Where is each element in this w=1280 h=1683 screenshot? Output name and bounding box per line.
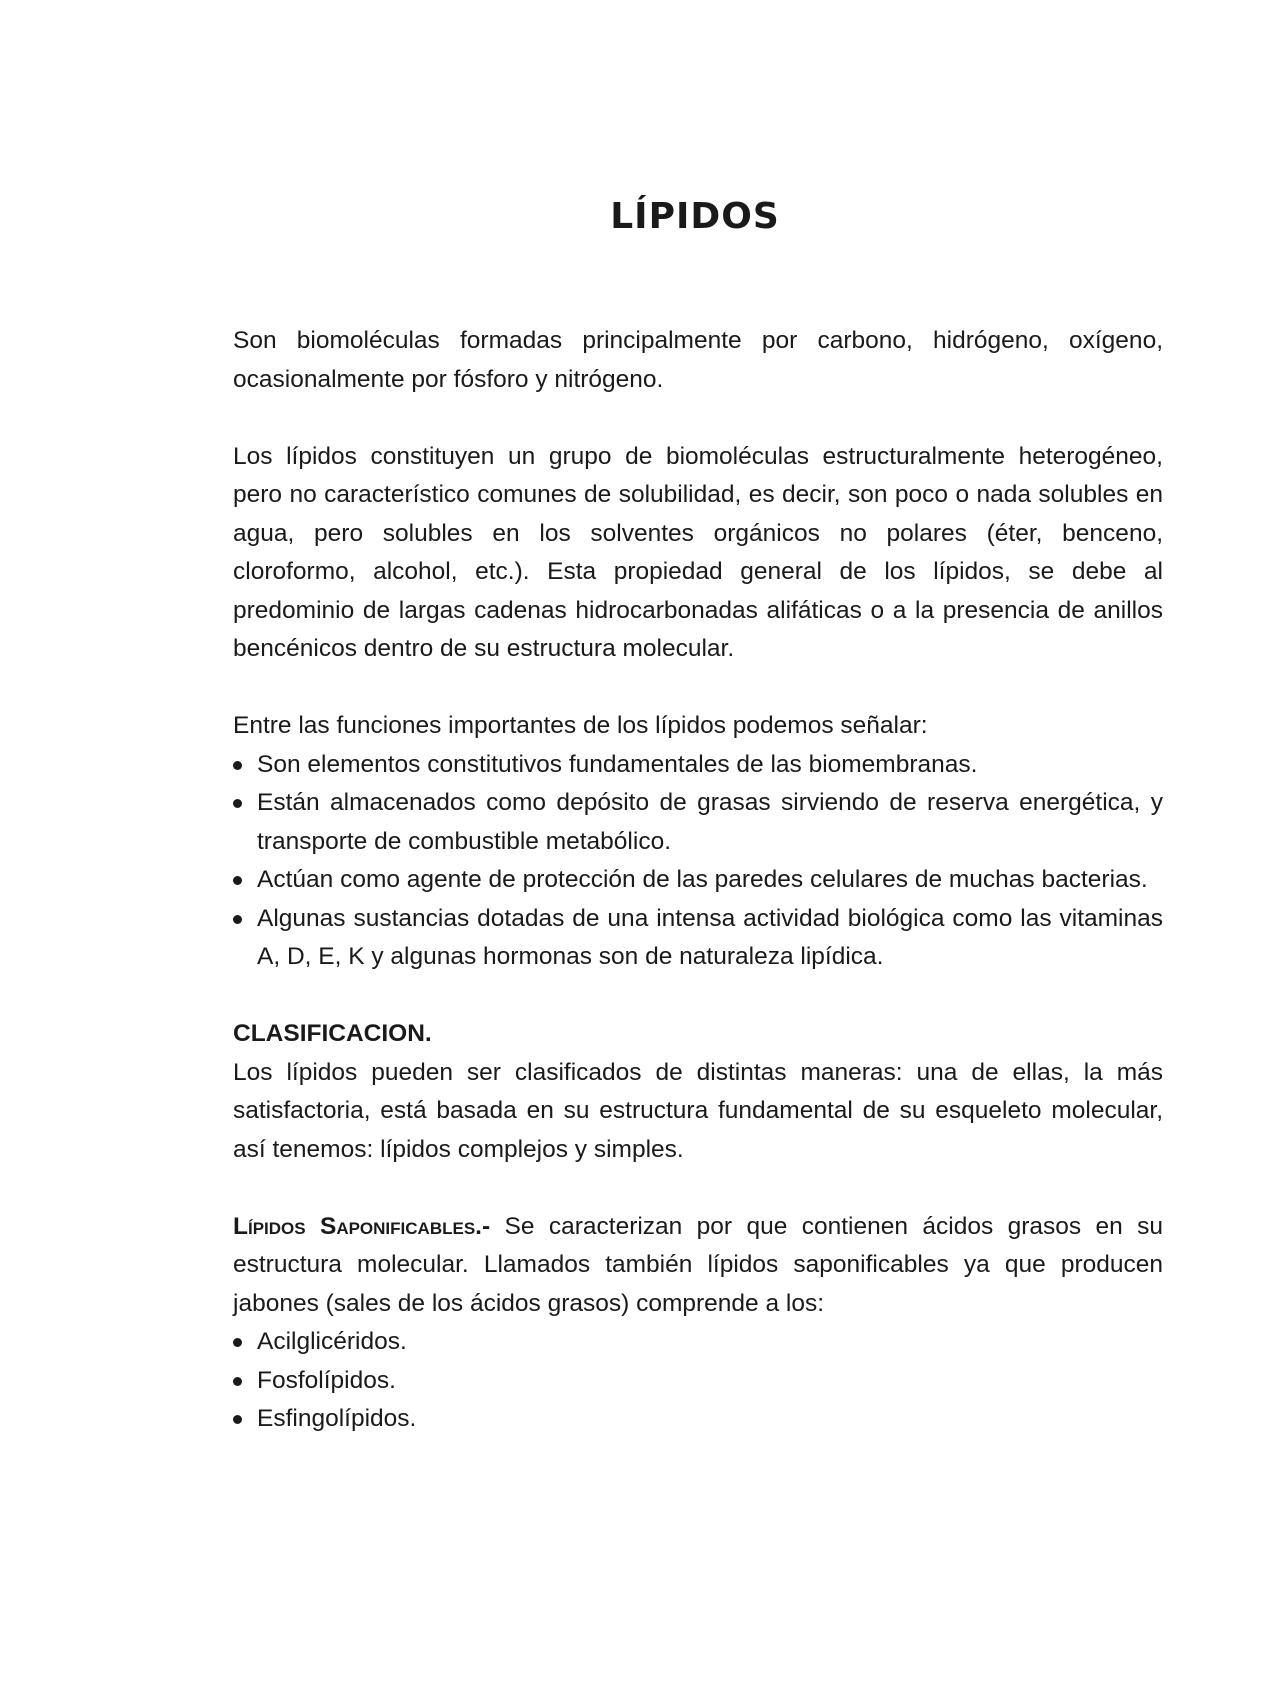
functions-intro: Entre las funciones importantes de los lípidos podemos señalar:: [233, 712, 928, 739]
bullet-icon: [233, 761, 242, 770]
bullet-icon: [233, 915, 242, 924]
bullet-icon: [233, 1415, 242, 1424]
list-item-text: Esfingolípidos.: [257, 1405, 417, 1432]
list-item: [233, 746, 1163, 785]
document-body: [233, 322, 1163, 1439]
spacer: [233, 1169, 1163, 1208]
description-paragraph: Los lípidos constituyen un grupo de biomoléculas estructuralmente heterogéneo, pero no característico comunes de solubilidad, es decir, son poco o nada solubles en agua, pero solubles en los solventes orgánicos no polares (éter, benceno, cloroformo, alcohol, etc.). Esta propiedad general de los lípidos, se debe al predominio de largas cadenas hidrocarbonadas alifáticas o a la presencia de anillos bencénicos dentro de su estructura molecular.: [233, 442, 1163, 662]
spacer: [233, 399, 1163, 438]
list-item: [233, 1362, 1163, 1401]
saponifiable-label: Lípidos Saponificables.-: [233, 1212, 491, 1240]
list-item-text: Acilglicéridos.: [257, 1328, 407, 1355]
list-item-text: Están almacenados como depósito de grasas sirviendo de reserva energética, y transporte de combustible metabólico.: [257, 789, 1163, 855]
list-item: [233, 784, 1163, 861]
classification-paragraph: Los lípidos pueden ser clasificados de distintas maneras: una de ellas, la más satisfactoria, está basada en su estructura fundamental de su esqueleto molecular, así tenemos: lípidos complejos y simples.: [233, 1058, 1163, 1163]
saponifiable-list: [233, 1323, 1163, 1439]
functions-list: [233, 746, 1163, 977]
classification-heading: CLASIFICACION.: [233, 1020, 432, 1047]
page-title: LÍPIDOS: [610, 196, 780, 237]
list-item: [233, 900, 1163, 977]
spacer: [233, 977, 1163, 1016]
list-item-text: Algunas sustancias dotadas de una intensa actividad biológica como las vitaminas A, D, E, K y algunas hormonas son de naturaleza lipídica.: [257, 904, 1163, 970]
bullet-icon: [233, 1377, 242, 1386]
bullet-icon: [233, 1338, 242, 1347]
list-item-text: Fosfolípidos.: [257, 1366, 396, 1394]
bullet-icon: [233, 876, 242, 885]
list-item: [233, 1400, 1163, 1439]
intro-paragraph: Son biomoléculas formadas principalmente por carbono, hidrógeno, oxígeno, ocasionalmente por fósforo y nitrógeno.: [233, 327, 1163, 393]
saponifiable-paragraph: [233, 1208, 1163, 1324]
saponifiable-text: Se caracterizan por que contienen ácidos grasos en su estructura molecular. Llamados también lípidos saponificables ya que producen jabones (sales de los ácidos grasos) comprende a los:: [233, 1212, 1164, 1317]
list-item: [233, 861, 1163, 900]
list-item-text: Son elementos constitutivos fundamentales de las biomembranas.: [257, 750, 978, 778]
bullet-icon: [233, 799, 242, 808]
list-item-text: Actúan como agente de protección de las paredes celulares de muchas bacterias.: [257, 866, 1148, 893]
spacer: [233, 669, 1163, 708]
list-item: [233, 1323, 1163, 1362]
